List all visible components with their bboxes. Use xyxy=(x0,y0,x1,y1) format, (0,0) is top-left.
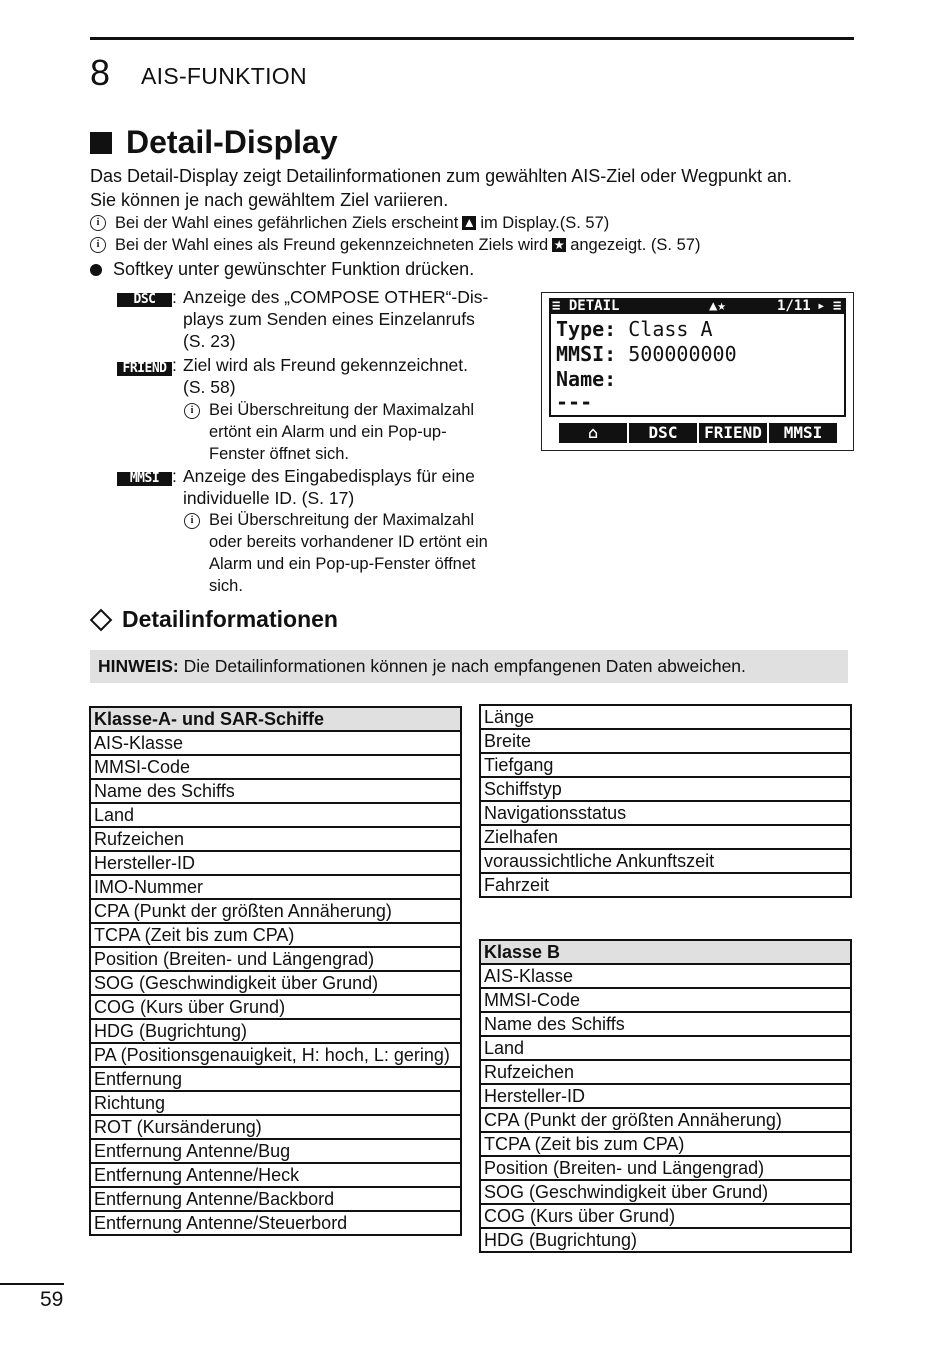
instruction xyxy=(90,259,474,280)
friend-sub-line: Bei Überschreitung der Maximalzahl xyxy=(209,401,475,419)
table-cell: Fahrzeit xyxy=(480,873,851,897)
table-row xyxy=(90,1043,461,1067)
table-cell: COG (Kurs über Grund) xyxy=(480,1204,851,1228)
table-cell: Hersteller-ID xyxy=(90,851,461,875)
table-row xyxy=(480,1060,851,1084)
table-cell: HDG (Bugrichtung) xyxy=(90,1019,461,1043)
table-cell: Position (Breiten- und Längengrad) xyxy=(480,1156,851,1180)
lcd-menu-icon: ≡ xyxy=(833,298,842,314)
table-cell: MMSI-Code xyxy=(90,755,461,779)
table-cell: SOG (Geschwindigkeit über Grund) xyxy=(480,1180,851,1204)
intro-line-2: Sie können je nach gewähltem Ziel variieren. xyxy=(90,190,449,210)
note-friend-text-2: angezeigt. (S. 57) xyxy=(570,236,701,254)
table-cell: AIS-Klasse xyxy=(480,964,851,988)
lcd-mmsi-line xyxy=(556,342,737,366)
softkey-colon: : xyxy=(172,355,177,375)
lcd-mmsi-softkey: MMSI xyxy=(769,423,837,443)
info-icon: i xyxy=(184,513,200,529)
table-row xyxy=(90,1211,461,1235)
table-cell: Land xyxy=(90,803,461,827)
mmsi-description xyxy=(183,465,475,509)
table-row xyxy=(480,1156,851,1180)
chapter-title: AIS-FUNKTION xyxy=(141,63,307,89)
table-row xyxy=(90,875,461,899)
table-row xyxy=(480,964,851,988)
table-cell: Entfernung Antenne/Steuerbord xyxy=(90,1211,461,1235)
table-row xyxy=(480,849,851,873)
softkey-colon: : xyxy=(172,466,177,486)
friend-subnote xyxy=(190,399,475,465)
dangerous-target-icon xyxy=(462,216,476,230)
lcd-title-bar xyxy=(549,298,846,314)
table-row xyxy=(90,947,461,971)
table-row xyxy=(90,1187,461,1211)
dsc-description xyxy=(183,286,488,352)
dsc-line: Anzeige des „COMPOSE OTHER“-Dis- xyxy=(183,287,489,307)
table-row xyxy=(480,825,851,849)
table-row xyxy=(480,988,851,1012)
table-row xyxy=(480,1180,851,1204)
table-cell: COG (Kurs über Grund) xyxy=(90,995,461,1019)
table-cell: CPA (Punkt der größten Annäherung) xyxy=(90,899,461,923)
lcd-friend-softkey: FRIEND xyxy=(699,423,767,443)
table-row xyxy=(480,1108,851,1132)
table-row xyxy=(90,1067,461,1091)
table-row xyxy=(480,1084,851,1108)
intro-line-1: Das Detail-Display zeigt Detailinformationen zum gewählten AIS-Ziel oder Wegpunkt an. xyxy=(90,166,793,186)
table-cell: SOG (Geschwindigkeit über Grund) xyxy=(90,971,461,995)
mmsi-line: individuelle ID. (S. 17) xyxy=(183,488,355,508)
lcd-name-line xyxy=(556,367,616,391)
table-row xyxy=(480,873,851,897)
section-heading xyxy=(90,124,338,161)
lcd-name-value: --- xyxy=(556,390,593,414)
table-row xyxy=(480,777,851,801)
mmsi-softkey-icon: MMSI xyxy=(117,472,172,486)
table-cell: Länge xyxy=(480,705,851,729)
header-rule xyxy=(90,37,854,40)
table-row xyxy=(90,899,461,923)
table-cell: Entfernung Antenne/Bug xyxy=(90,1139,461,1163)
lcd-mmsi-label: MMSI: xyxy=(556,342,617,366)
table-cell: voraussichtliche Ankunftszeit xyxy=(480,849,851,873)
subsection-title: Detailinformationen xyxy=(122,606,338,632)
footer-rule xyxy=(0,1283,64,1285)
note-dangerous xyxy=(90,212,860,234)
table-cell: Rufzeichen xyxy=(480,1060,851,1084)
table-header-row xyxy=(90,707,461,731)
intro-block xyxy=(90,164,860,256)
info-icon: i xyxy=(90,215,106,231)
table-cell: Entfernung xyxy=(90,1067,461,1091)
table-cell: Name des Schiffs xyxy=(90,779,461,803)
hinweis-label: HINWEIS: xyxy=(98,656,179,676)
table-cell: ROT (Kursänderung) xyxy=(90,1115,461,1139)
table-row xyxy=(90,803,461,827)
lcd-type-value: Class A xyxy=(628,317,713,341)
table-cell: Hersteller-ID xyxy=(480,1084,851,1108)
table-cell: Schiffstyp xyxy=(480,777,851,801)
table-class-a xyxy=(89,706,462,1236)
table-row xyxy=(480,1012,851,1036)
table-row xyxy=(90,971,461,995)
lcd-screen xyxy=(541,292,854,451)
bullet-icon xyxy=(90,264,102,276)
lcd-name-label: Name: xyxy=(556,367,617,391)
lcd-dsc-softkey: DSC xyxy=(629,423,697,443)
table-row xyxy=(90,755,461,779)
hinweis-text: Die Detailinformationen können je nach empfangenen Daten abweichen. xyxy=(183,656,746,676)
note-dangerous-text-2: im Display.(S. 57) xyxy=(480,214,610,232)
info-icon: i xyxy=(90,237,106,253)
lcd-page: 1/11 xyxy=(777,298,811,314)
lcd-arrow-icon: ▸ xyxy=(817,298,826,314)
dsc-line: plays zum Senden eines Einzelanrufs xyxy=(183,309,475,329)
square-bullet-icon xyxy=(90,132,112,154)
table-row xyxy=(480,729,851,753)
mmsi-subnote xyxy=(190,509,488,597)
table-cell: AIS-Klasse xyxy=(90,731,461,755)
table-row xyxy=(480,753,851,777)
note-dangerous-text-1: Bei der Wahl eines gefährlichen Ziels erscheint xyxy=(115,214,459,232)
table-row xyxy=(480,705,851,729)
table-cell: IMO-Nummer xyxy=(90,875,461,899)
table-cell: Name des Schiffs xyxy=(480,1012,851,1036)
table-header-row xyxy=(480,940,851,964)
friend-softkey-icon: FRIEND xyxy=(117,362,172,376)
lcd-type-line xyxy=(556,317,713,341)
subsection-heading xyxy=(90,606,338,633)
table-cell: TCPA (Zeit bis zum CPA) xyxy=(480,1132,851,1156)
dsc-line: (S. 23) xyxy=(183,331,236,351)
friend-sub-line: Fenster öffnet sich. xyxy=(209,445,350,463)
table-class-a-continued xyxy=(479,704,852,898)
section-title: Detail-Display xyxy=(126,124,338,160)
mmsi-sub-line: sich. xyxy=(209,577,243,595)
table-row xyxy=(90,731,461,755)
softkey-colon: : xyxy=(172,287,177,307)
table-cell: Land xyxy=(480,1036,851,1060)
table-class-b xyxy=(479,939,852,1253)
table-row xyxy=(90,827,461,851)
table-row xyxy=(90,851,461,875)
table-row xyxy=(480,1132,851,1156)
note-friend-text-1: Bei der Wahl eines als Freund gekennzeichneten Ziels wird xyxy=(115,236,549,254)
page-number: 59 xyxy=(40,1288,64,1311)
table-row xyxy=(480,1228,851,1252)
table-row xyxy=(90,1139,461,1163)
table-row xyxy=(480,1036,851,1060)
table-cell: Richtung xyxy=(90,1091,461,1115)
diamond-icon xyxy=(90,608,113,631)
table-row xyxy=(90,995,461,1019)
dsc-softkey-icon: DSC xyxy=(117,293,172,307)
table-row xyxy=(90,1163,461,1187)
table-cell: TCPA (Zeit bis zum CPA) xyxy=(90,923,461,947)
table-row xyxy=(90,1091,461,1115)
info-icon: i xyxy=(184,403,200,419)
lcd-title: ≡ DETAIL xyxy=(552,298,620,314)
table-cell: Rufzeichen xyxy=(90,827,461,851)
friend-line: Ziel wird als Freund gekennzeichnet. xyxy=(183,355,469,375)
table-cell: Navigationsstatus xyxy=(480,801,851,825)
lcd-mmsi-value: 500000000 xyxy=(628,342,737,366)
instruction-text: Softkey unter gewünschter Funktion drücken. xyxy=(113,259,475,279)
table-cell: Breite xyxy=(480,729,851,753)
lcd-status-icons: ▲★ xyxy=(709,298,726,314)
chapter-number: 8 xyxy=(90,52,111,93)
friend-sub-line: ertönt ein Alarm und ein Pop-up- xyxy=(209,423,447,441)
mmsi-line: Anzeige des Eingabedisplays für eine xyxy=(183,466,475,486)
table-cell: Position (Breiten- und Längengrad) xyxy=(90,947,461,971)
table-cell: Tiefgang xyxy=(480,753,851,777)
friend-star-icon xyxy=(552,238,566,252)
friend-line: (S. 58) xyxy=(183,377,236,397)
table-cell: CPA (Punkt der größten Annäherung) xyxy=(480,1108,851,1132)
friend-description xyxy=(183,354,468,398)
mmsi-sub-line: Bei Überschreitung der Maximalzahl xyxy=(209,511,475,529)
table-header-cell: Klasse B xyxy=(480,940,851,964)
table-row xyxy=(90,779,461,803)
mmsi-sub-line: Alarm und ein Pop-up-Fenster öffnet xyxy=(209,555,476,573)
note-friend xyxy=(90,234,860,256)
table-row xyxy=(480,1204,851,1228)
table-row xyxy=(90,923,461,947)
table-cell: Zielhafen xyxy=(480,825,851,849)
hinweis-box xyxy=(90,650,848,683)
table-cell: MMSI-Code xyxy=(480,988,851,1012)
table-cell: HDG (Bugrichtung) xyxy=(480,1228,851,1252)
table-cell: Entfernung Antenne/Heck xyxy=(90,1163,461,1187)
table-cell: Entfernung Antenne/Backbord xyxy=(90,1187,461,1211)
lcd-type-label: Type: xyxy=(556,317,617,341)
table-row xyxy=(90,1019,461,1043)
table-cell: PA (Positionsgenauigkeit, H: hoch, L: gering) xyxy=(90,1043,461,1067)
lcd-home-softkey: ⌂ xyxy=(559,423,627,443)
table-header-cell: Klasse-A- und SAR-Schiffe xyxy=(90,707,461,731)
table-row xyxy=(90,1115,461,1139)
mmsi-sub-line: oder bereits vorhandener ID ertönt ein xyxy=(209,533,488,551)
table-row xyxy=(480,801,851,825)
